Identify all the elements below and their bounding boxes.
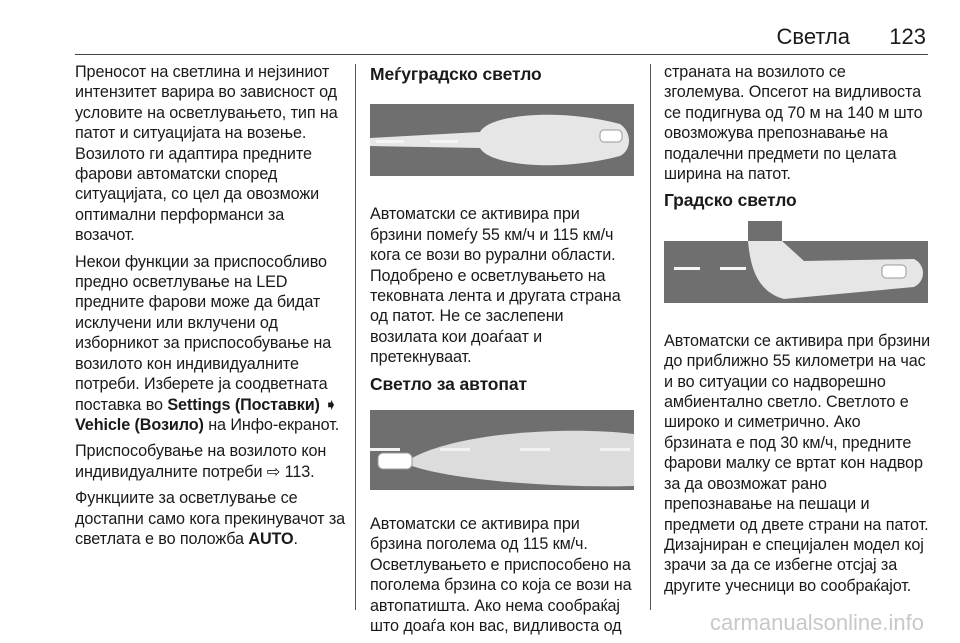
- column-1: [75, 62, 347, 555]
- paragraph-city-light: Автоматски се активира при брзини до приближно 55 километри на час и во ситуации со надворешно амбиентално светло. Светлото е широко и симетрично. Ако брзината е под 30 км/ч, предните фарови малку се вртат кон надвор за да овозможат рано препознавање на пешаци и предмети од двете страни на патот. Дизајниран е специјален модел кој зрачи за да се избегне отсјај за другите учесници во сообраќајот.: [664, 331, 931, 595]
- paragraph-country-light: Автоматски се активира при брзини помеѓу 55 км/ч и 115 км/ч кога се вози во рурални области. Подобрено е осветлувањето на тековната лента и другата страна од патот. Не се заслепени возилата кои доаѓаат и претекнуваат.: [370, 205, 621, 367]
- paragraph-light-intensity: Преносот на светлина и нејзиниот интензитет варира во зависност од условите на осветлувањето, тип на патот и ситуацијата на возење. Возилото ги адаптира предните фарови автоматски според ситуацијата, со цел да овозможи оптимални перформанси за возачот.: [75, 63, 338, 245]
- motorway-light-illustration: [370, 404, 634, 496]
- country-light-illustration: [370, 94, 634, 186]
- heading-motorway-light: Светло за автопат: [370, 373, 527, 394]
- header-divider: [75, 54, 928, 55]
- paragraph-led-settings: [75, 252, 347, 436]
- auto-position-label: AUTO: [248, 529, 294, 548]
- city-light-illustration: [664, 221, 928, 313]
- paragraph-visibility: страната на возилото се зголемува. Опсегот на видливоста се подигнува од 70 м на 140 м што овозможува препознавање на подалечни предмети по целата ширина на патот.: [664, 63, 923, 184]
- paragraph-text: Приспособување на возилото кон индивидуалните потреби: [75, 442, 327, 481]
- settings-menu-label: Settings (Поставки): [167, 395, 320, 414]
- watermark: carmanualsonline.info: [709, 610, 924, 635]
- column-3: [664, 62, 930, 602]
- page-number: 123: [889, 24, 926, 49]
- vehicle-menu-label: Vehicle (Возило): [75, 415, 204, 434]
- paragraph-text-end: на Инфо-екранот.: [203, 415, 340, 434]
- column-divider-right: [650, 64, 651, 610]
- heading-city-light: Градско светло: [664, 190, 797, 211]
- paragraph-personalization: [75, 441, 347, 482]
- column-divider-left: [355, 64, 356, 610]
- page-header: [0, 0, 960, 58]
- heading-country-light: Меѓуградско светло: [370, 64, 542, 84]
- menu-arrow-icon: ➧: [324, 395, 338, 414]
- paragraph-motorway-light: Автоматски се активира при брзина поголема од 115 км/ч. Осветлувањето е приспособено на поголема брзина со која се вози на автопатишта. Ако нема сообраќај што доаѓа кон вас, видливоста од: [370, 515, 632, 636]
- column-2: [370, 62, 634, 643]
- page-reference-link[interactable]: ⇨ 113.: [266, 462, 315, 481]
- paragraph-auto-switch: Функциите за осветлување се достапни само кога прекинувачот за светлата е во положба AUTO.: [75, 489, 346, 548]
- paragraph-text: Функциите за осветлување се достапни само кога прекинувачот за светлата е во положба: [75, 489, 346, 548]
- paragraph-text: Некои функции за приспособливо предно осветлување на LED предните фарови може да бидат исклучени или вклучени од изборникот за приспособување на возилото кон индивидуалните потреби. Изберете ја соодветната поставка во: [75, 252, 332, 414]
- section-title: Светла: [776, 24, 850, 49]
